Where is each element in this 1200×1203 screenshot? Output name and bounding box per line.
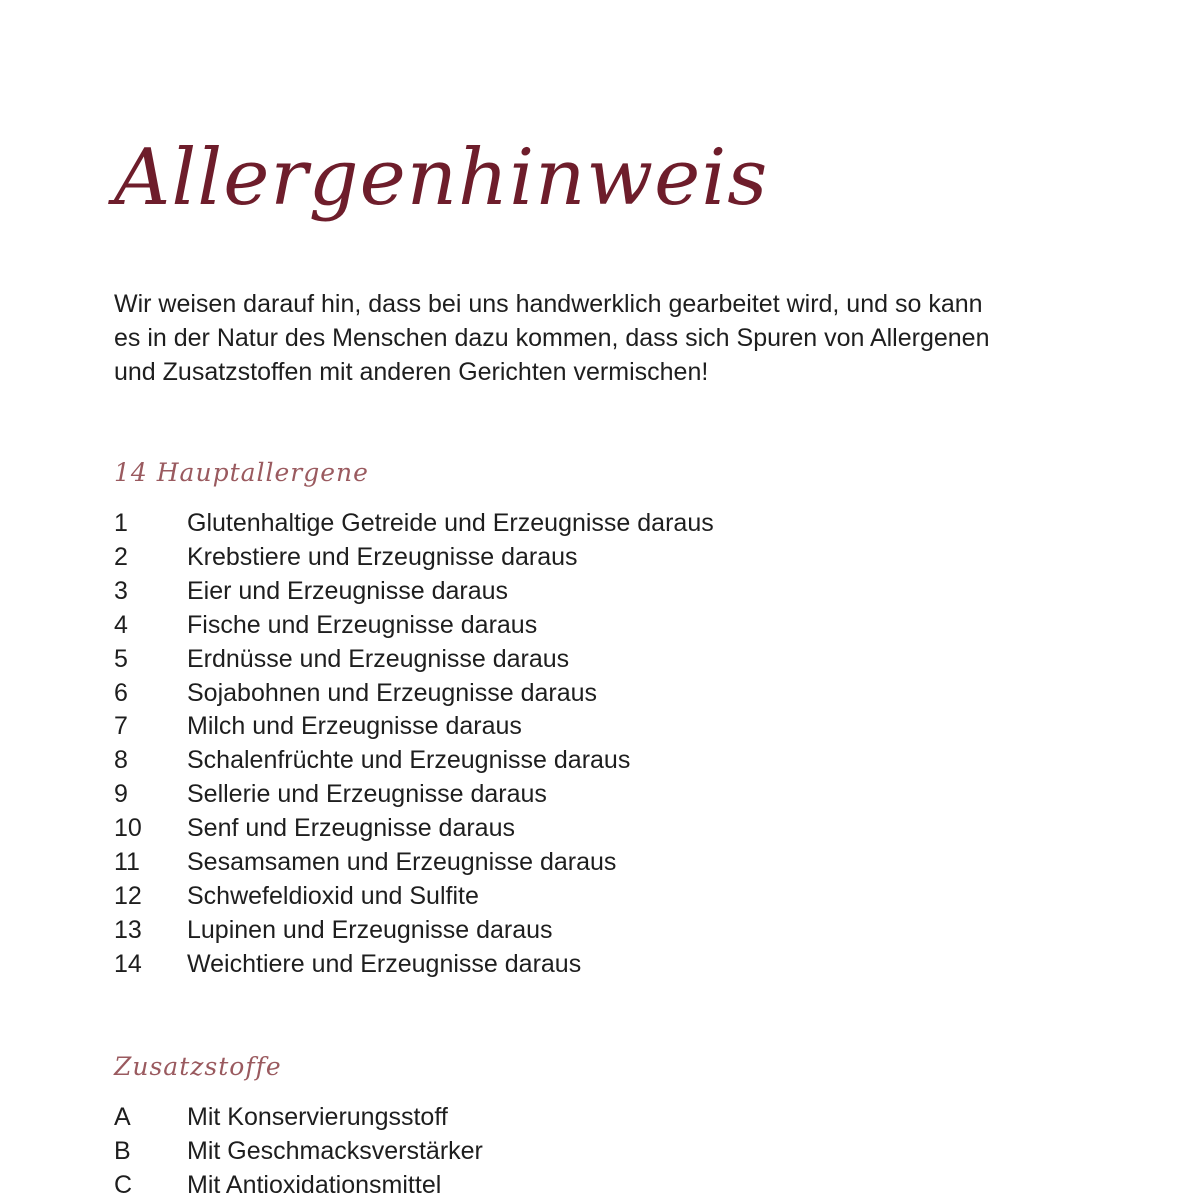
item-code: C	[114, 1170, 133, 1199]
intro-paragraph	[114, 287, 1074, 389]
item-code: 1	[114, 509, 128, 537]
item-label: Milch und Erzeugnisse daraus	[187, 712, 522, 741]
item-code: 11	[114, 848, 140, 877]
item-code: 12	[114, 881, 142, 910]
item-code: 2	[114, 542, 128, 571]
item-code: 14	[114, 949, 142, 978]
list-item	[114, 914, 714, 948]
list-item	[114, 507, 714, 541]
item-label: Lupinen und Erzeugnisse daraus	[187, 915, 553, 944]
list-item	[114, 677, 714, 711]
list-item	[114, 575, 714, 609]
intro-line: es in der Natur des Menschen dazu kommen, dass sich Spuren von Allergenen	[114, 324, 990, 352]
page-title: Allergenhinweis	[114, 133, 769, 223]
item-label: Krebstiere und Erzeugnisse daraus	[187, 542, 578, 571]
item-label: Schalenfrüchte und Erzeugnisse daraus	[187, 746, 631, 775]
item-label: Weichtiere und Erzeugnisse daraus	[187, 949, 582, 978]
list-item	[114, 948, 714, 982]
item-label: Sellerie und Erzeugnisse daraus	[187, 780, 547, 809]
item-code: B	[114, 1136, 131, 1165]
list-item	[114, 812, 714, 846]
item-label: Senf und Erzeugnisse daraus	[187, 814, 515, 843]
item-label: Mit Geschmacksverstärker	[187, 1136, 483, 1165]
list-item	[114, 643, 714, 677]
item-label: Sesamsamen und Erzeugnisse daraus	[187, 848, 617, 877]
item-label: Eier und Erzeugnisse daraus	[187, 576, 509, 605]
list-item	[114, 710, 714, 744]
item-code: 8	[114, 746, 128, 775]
item-code: 3	[114, 576, 128, 605]
item-code: 9	[114, 780, 128, 809]
item-label: Erdnüsse und Erzeugnisse daraus	[187, 644, 570, 673]
item-label: Glutenhaltige Getreide und Erzeugnisse daraus	[187, 509, 714, 537]
list-item	[114, 846, 714, 880]
intro-line: und Zusatzstoffen mit anderen Gerichten vermischen!	[114, 358, 709, 386]
item-code: 5	[114, 644, 128, 673]
list-item	[114, 541, 714, 575]
item-label: Sojabohnen und Erzeugnisse daraus	[187, 678, 598, 707]
item-label: Fische und Erzeugnisse daraus	[187, 610, 538, 639]
allergen-list	[114, 507, 714, 982]
additives-heading: Zusatzstoffe	[114, 1052, 282, 1081]
item-code: 13	[114, 915, 142, 944]
intro-line: Wir weisen darauf hin, dass bei uns handwerklich gearbeitet wird, und so kann	[114, 290, 983, 318]
additive-list	[114, 1101, 483, 1203]
allergens-heading: 14 Hauptallergene	[114, 458, 369, 487]
item-label: Mit Konservierungsstoff	[187, 1103, 448, 1131]
item-label: Mit Antioxidationsmittel	[187, 1170, 442, 1199]
list-item	[114, 1169, 483, 1203]
list-item	[114, 1101, 483, 1135]
item-label: Schwefeldioxid und Sulfite	[187, 881, 479, 910]
item-code: A	[114, 1103, 131, 1131]
allergen-notice-page	[114, 0, 1114, 1200]
item-code: 6	[114, 678, 128, 707]
item-code: 4	[114, 610, 128, 639]
item-code: 7	[114, 712, 128, 741]
list-item	[114, 778, 714, 812]
list-item	[114, 744, 714, 778]
list-item	[114, 609, 714, 643]
list-item	[114, 1135, 483, 1169]
list-item	[114, 880, 714, 914]
item-code: 10	[114, 814, 142, 843]
